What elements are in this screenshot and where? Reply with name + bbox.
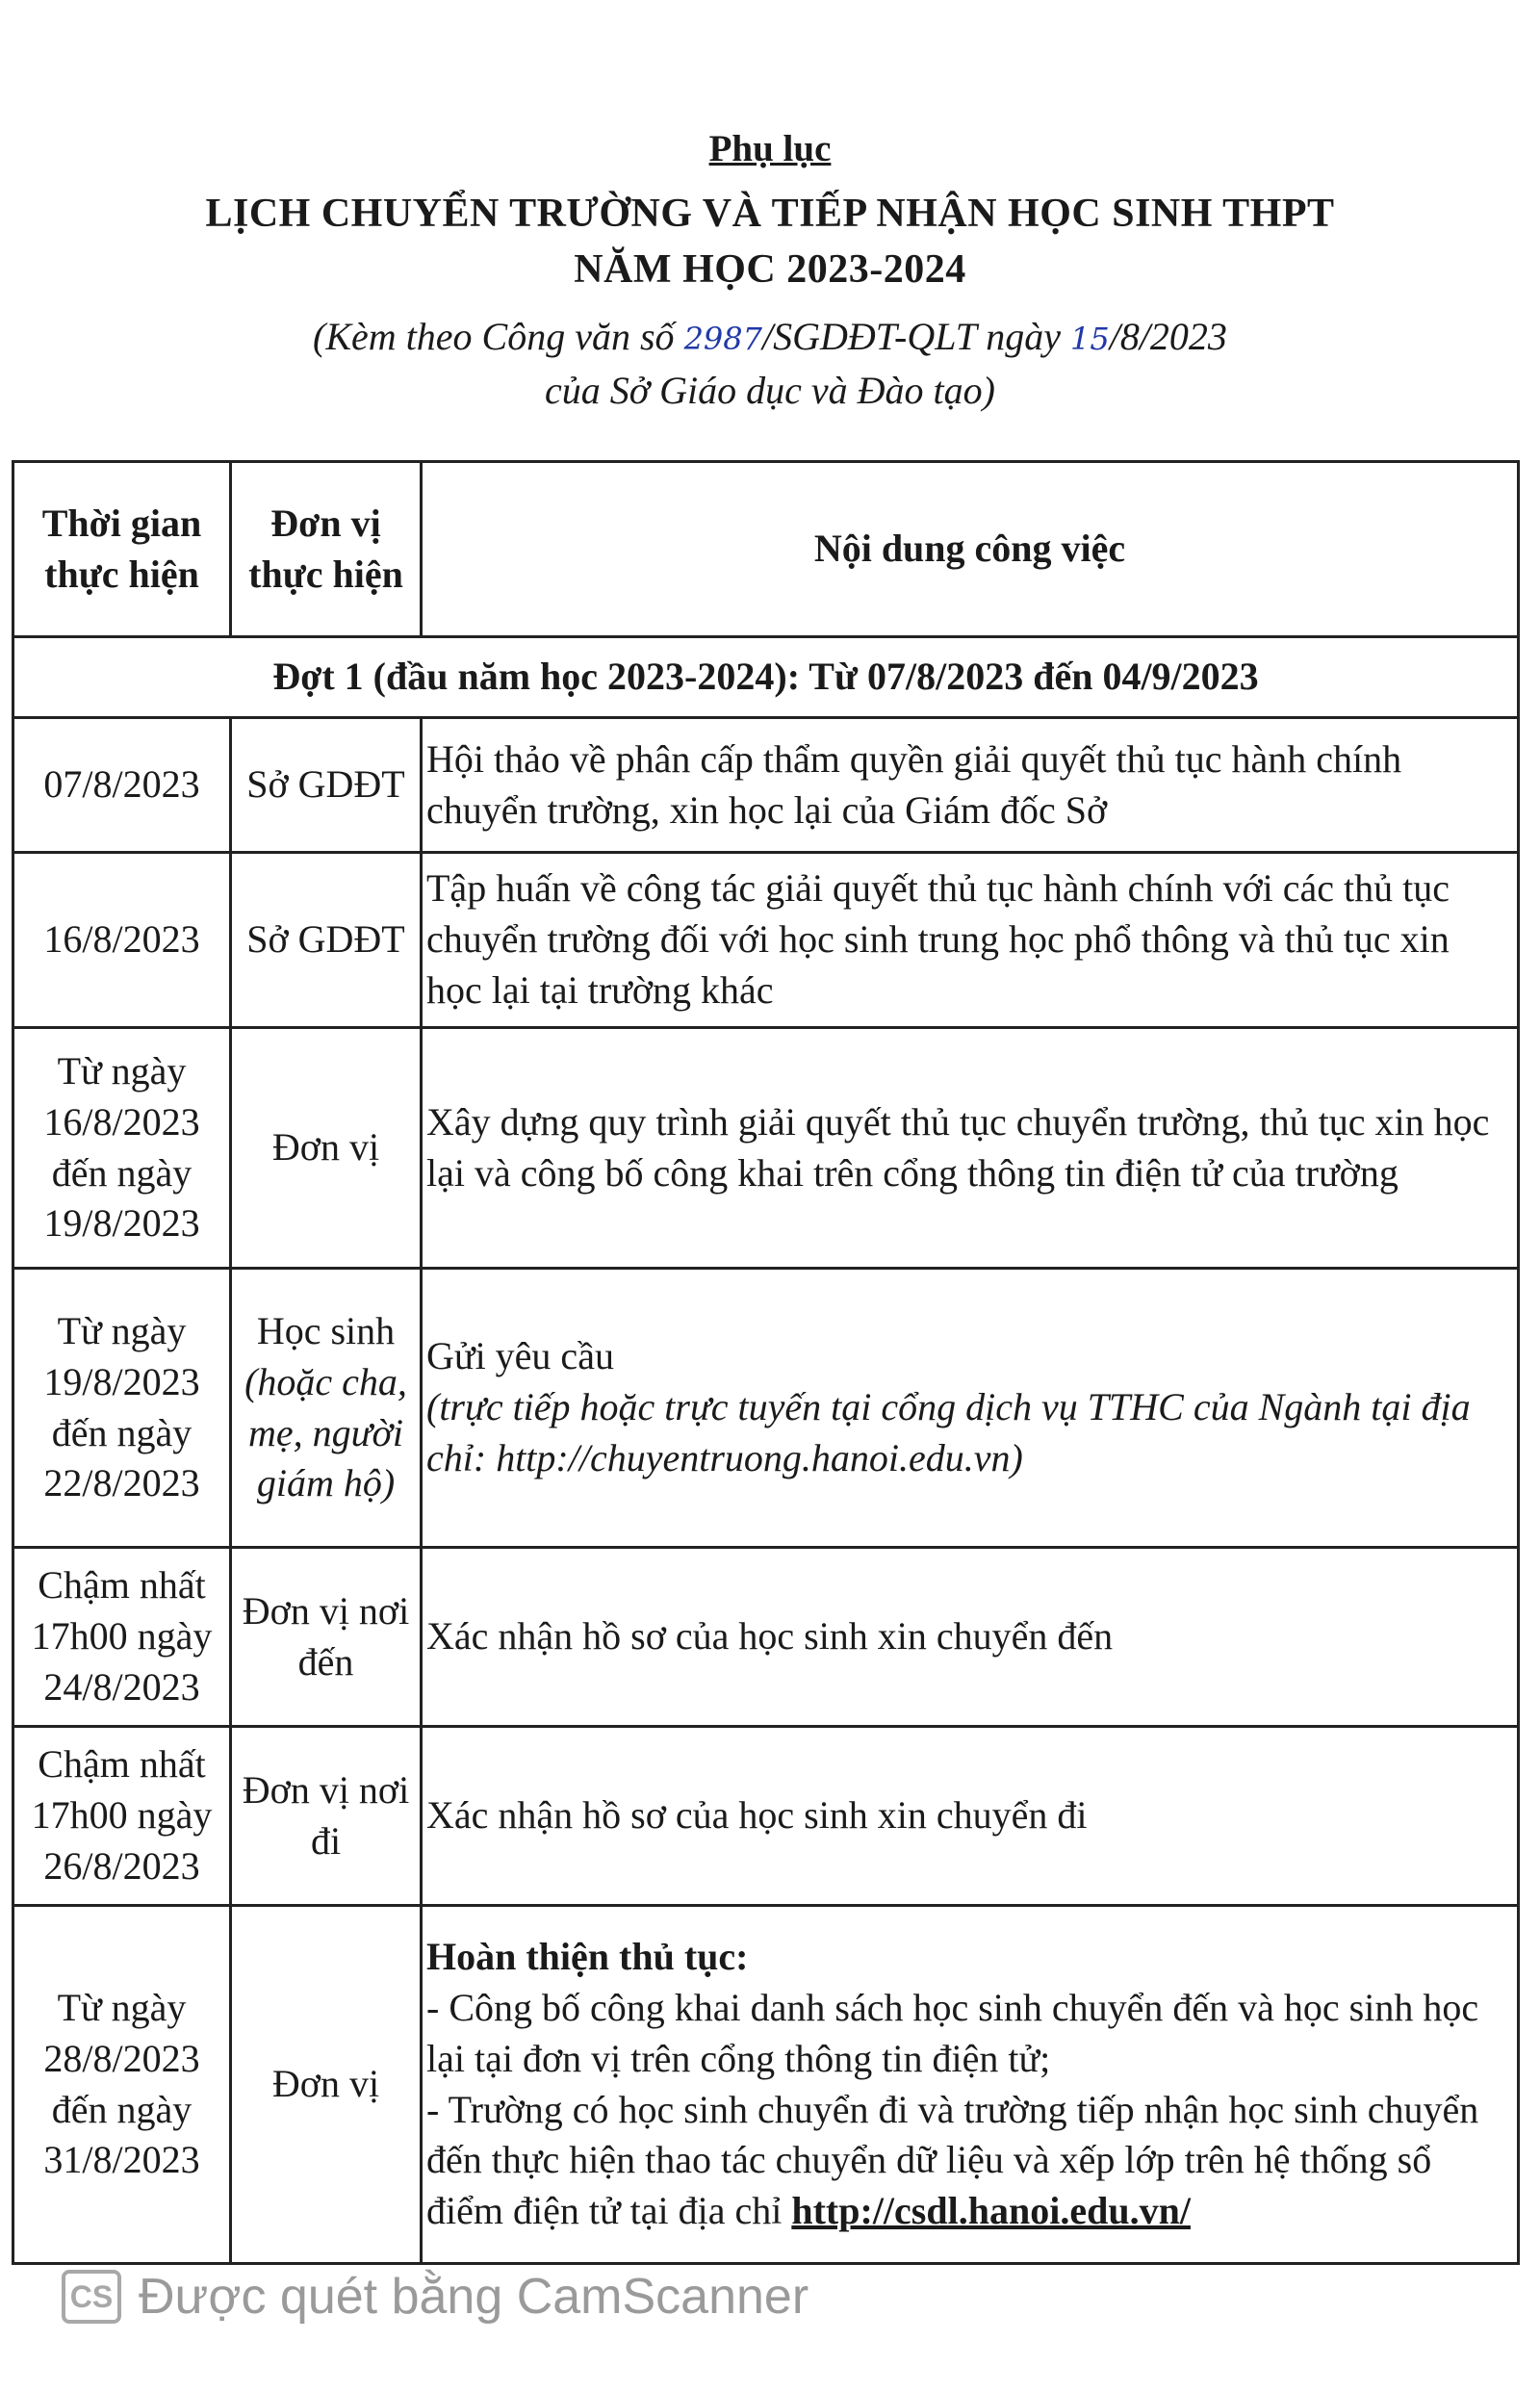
row-time: 07/8/2023: [13, 718, 231, 853]
row-time: Chậm nhất 17h00 ngày 26/8/2023: [13, 1727, 231, 1906]
row-content: [422, 1906, 1519, 2264]
row-content: Xác nhận hồ sơ của học sinh xin chuyển đi: [422, 1727, 1519, 1906]
table-row: [13, 718, 1519, 853]
handwritten-day: 15: [1069, 321, 1110, 357]
row-unit: Đơn vị nơi đi: [231, 1727, 422, 1906]
row-unit: [231, 1269, 422, 1548]
camscanner-watermark: [62, 2266, 808, 2328]
row-time: 16/8/2023: [13, 853, 231, 1028]
handwritten-doc-number: 2987: [683, 321, 762, 357]
table-row: [13, 1906, 1519, 2264]
row-content: Xây dựng quy trình giải quyết thủ tục chuyển trường, thủ tục xin học lại và công bố công khai trên cổng thông tin điện tử của trường: [422, 1028, 1519, 1269]
row-content: Hội thảo về phân cấp thẩm quyền giải quyết thủ tục hành chính chuyển trường, xin học lại của Giám đốc Sở: [422, 718, 1519, 853]
table-row: [13, 1548, 1519, 1727]
schedule-table: [12, 460, 1520, 2265]
row-content-item: - Công bố công khai danh sách học sinh chuyển đến và học sinh học lại tại đơn vị trên cổng thông tin điện tử;: [426, 1985, 1479, 2080]
appendix-label: Phụ lục: [708, 128, 832, 169]
table-header-row: [13, 462, 1519, 637]
row-content: Xác nhận hồ sơ của học sinh xin chuyển đến: [422, 1548, 1519, 1727]
row-unit-note: (hoặc cha, mẹ, người giám hộ): [244, 1359, 407, 1505]
header-content: Nội dung công việc: [422, 462, 1519, 637]
row-unit: Sở GDĐT: [231, 853, 422, 1028]
row-content: Tập huấn về công tác giải quyết thủ tục hành chính với các thủ tục chuyển trường đối với học sinh trung học phổ thông và thủ tục xin học lại tại trường khác: [422, 853, 1519, 1028]
document-title: LỊCH CHUYỂN TRƯỜNG VÀ TIẾP NHẬN HỌC SINH THPT: [205, 192, 1335, 236]
row-unit: Đơn vị nơi đến: [231, 1548, 422, 1727]
row-time: Từ ngày 19/8/2023 đến ngày 22/8/2023: [13, 1269, 231, 1548]
header-time: Thời gian thực hiện: [13, 462, 231, 637]
reference-line: [0, 314, 1540, 359]
row-content: [422, 1269, 1519, 1548]
row-unit: Sở GDĐT: [231, 718, 422, 853]
row-content-item: [426, 2085, 1513, 2237]
camscanner-logo-icon: CS: [62, 2270, 121, 2324]
reference-text-a: (Kèm theo Công văn số: [313, 315, 684, 358]
table-row: [13, 1028, 1519, 1269]
row-time: Từ ngày 28/8/2023 đến ngày 31/8/2023: [13, 1906, 231, 2264]
table-row: [13, 1727, 1519, 1906]
row-content-main: Gửi yêu cầu: [426, 1334, 614, 1378]
phase-label: Đợt 1 (đầu năm học 2023-2024): Từ 07/8/2023 đến 04/9/2023: [13, 637, 1519, 718]
watermark-text: Được quét bằng CamScanner: [139, 2269, 809, 2325]
row-content-title: Hoàn thiện thủ tục:: [426, 1935, 749, 1979]
table-row: [13, 1269, 1519, 1548]
phase-row: [13, 637, 1519, 718]
row-content-note: (trực tiếp hoặc trực tuyến tại cổng dịch vụ TTHC của Ngành tại địa chỉ: http://chuyentruong.hanoi.edu.vn): [426, 1385, 1471, 1479]
table-row: [13, 853, 1519, 1028]
row-unit: Đơn vị: [231, 1906, 422, 2264]
row-time: Chậm nhất 17h00 ngày 24/8/2023: [13, 1548, 231, 1727]
header-unit: Đơn vị thực hiện: [231, 462, 422, 637]
row-time: Từ ngày 16/8/2023 đến ngày 19/8/2023: [13, 1028, 231, 1269]
row-content-item-text: - Trường có học sinh chuyển đi và trường tiếp nhận học sinh chuyển đến thực hiện thao tác chuyển dữ liệu và xếp lớp trên hệ thống sổ điểm điện tử tại địa chỉ: [426, 2087, 1479, 2233]
issuer-line: của Sở Giáo dục và Đào tạo): [545, 369, 995, 412]
document-subtitle: NĂM HỌC 2023-2024: [574, 247, 966, 292]
row-unit: Đơn vị: [231, 1028, 422, 1269]
reference-text-b: /SGDĐT-QLT ngày: [762, 315, 1070, 358]
reference-text-c: /8/2023: [1109, 315, 1227, 358]
row-unit-main: Học sinh: [256, 1308, 396, 1352]
csdl-link[interactable]: http://csdl.hanoi.edu.vn/: [791, 2189, 1191, 2233]
